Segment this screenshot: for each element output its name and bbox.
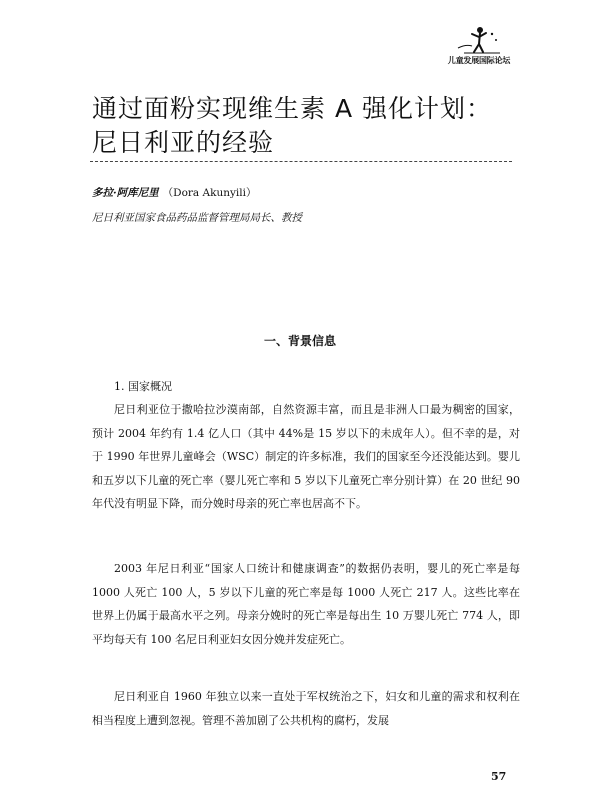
paragraph-1: 尼日利亚位于撒哈拉沙漠南部，自然资源丰富，而且是非洲人口最为稠密的国家，预计 2004 年约有 1.4 亿人口（其中 44%是 15 岁以下的未成年人）。但不幸的是，对于 1990 年世界儿童峰会（WSC）制定的许多标准，我们的国家至今还没能达到。婴儿和五岁以下儿童的死亡率（婴儿死亡率和 5 岁以下儿童死亡率分别计算）在 20 世纪 90 年代没有明显下降，而分娩时母亲的死亡率也居高不下。 [92,403,520,511]
author-name-chinese: 多拉·阿库尼里 [92,187,159,199]
author-name-latin: （Dora Akunyili） [162,187,257,199]
subsection-heading: 1. 国家概况 [114,380,172,393]
section-heading: 一、背景信息 [263,334,336,348]
logo-text: 儿童发展国际论坛 [447,56,511,65]
title-divider [90,161,512,162]
article-title [92,92,532,160]
paragraph-2: 2003 年尼日利亚“国家人口统计和健康调查”的数据仍表明，婴儿的死亡率是每 1000 人死亡 100 人，5 岁以下儿童的死亡率是每 1000 人死亡 217 人。这些比率在世界上仍属于最高水平之列。母亲分娩时的死亡率是每出生 10 万婴儿死亡 774 人，即平均每天有 100 名尼日利亚妇女因分娩并发症死亡。 [92,562,520,646]
child-figure-icon [436,24,522,56]
journal-logo [436,24,522,68]
page-number: 57 [491,770,507,783]
author-affiliation: 尼日利亚国家食品药品监督管理局局长、教授 [92,212,302,224]
title-line-2: 尼日利亚的经验 [92,128,275,157]
paragraph-3: 尼日利亚自 1960 年独立以来一直处于军权统治之下，妇女和儿童的需求和权利在相当程度上遭到忽视。管理不善加剧了公共机构的腐朽，发展 [92,690,520,727]
title-line-1: 通过面粉实现维生素 A 强化计划： [92,94,492,123]
author-line [92,185,257,200]
